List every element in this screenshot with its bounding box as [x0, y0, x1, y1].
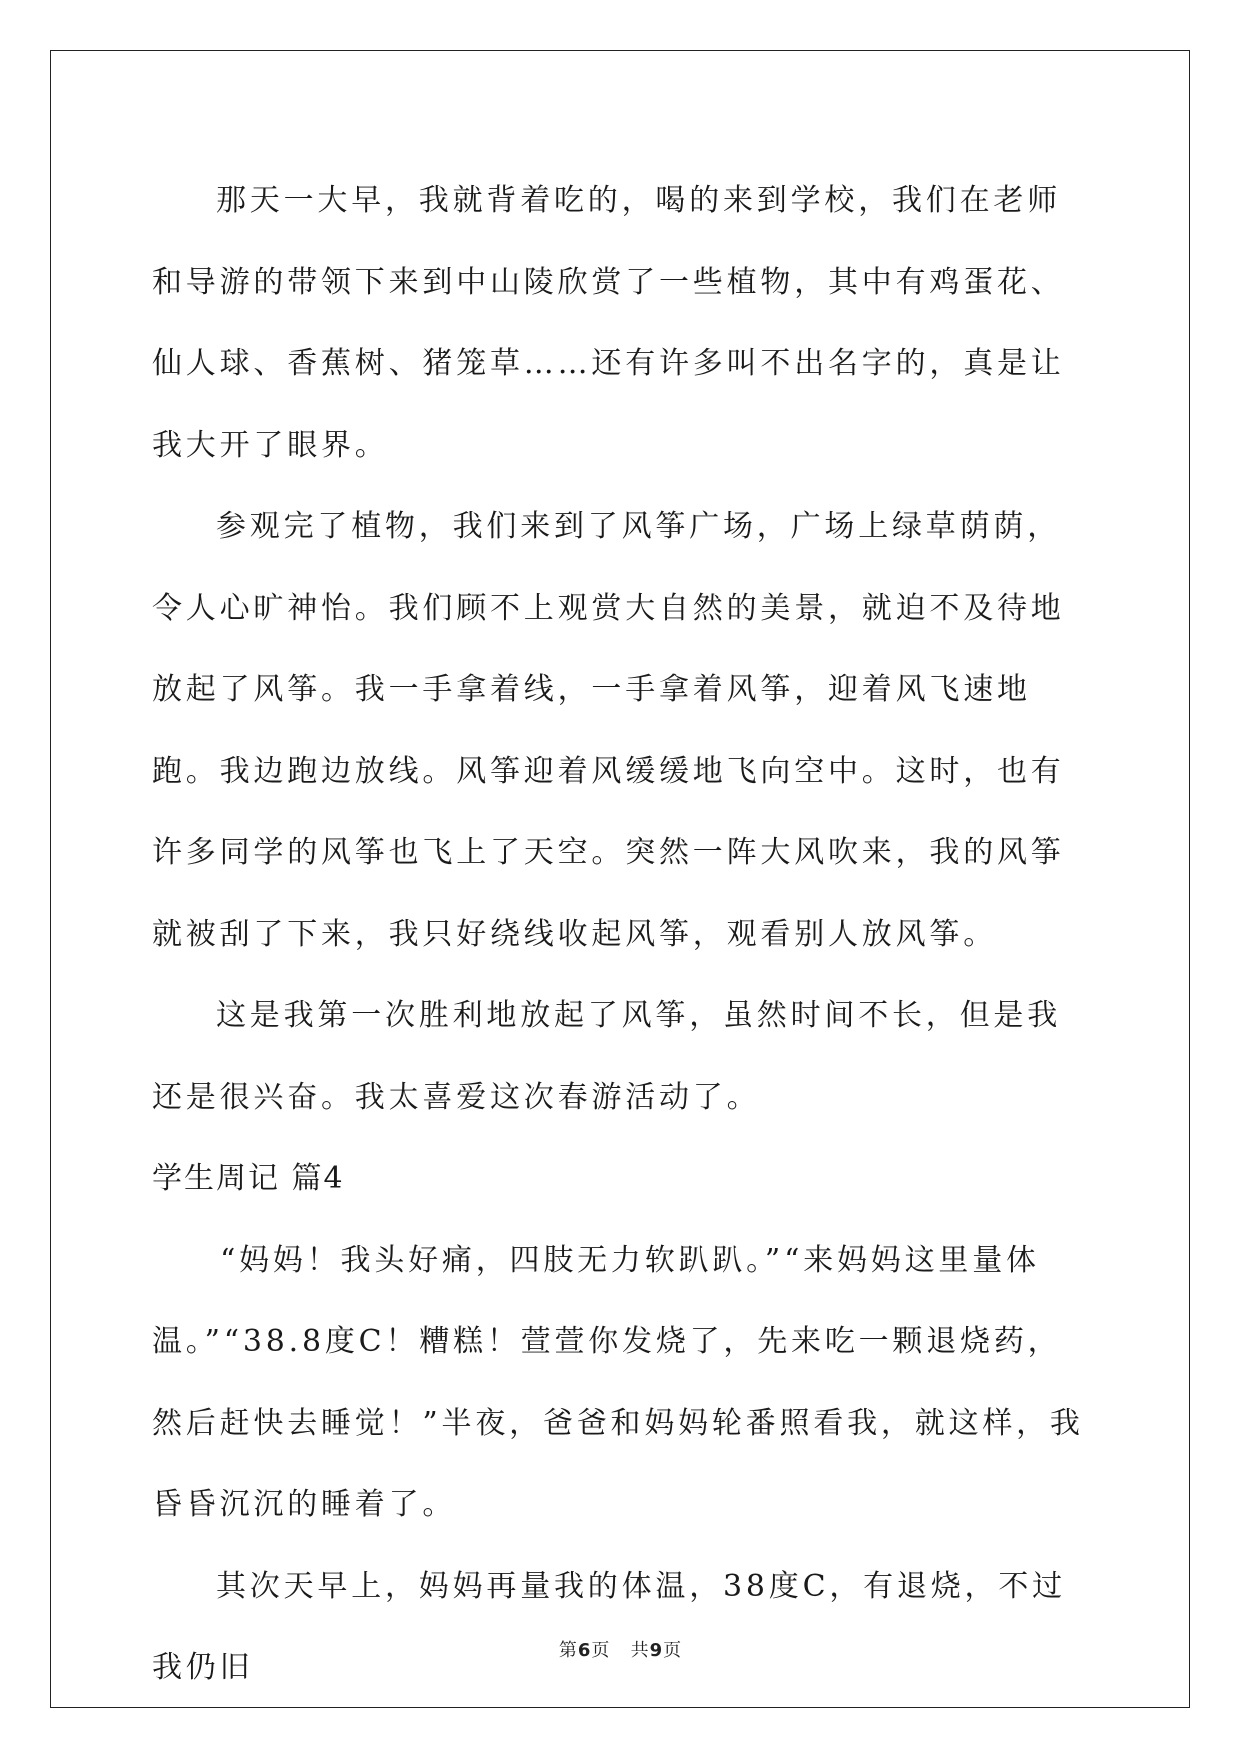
footer-prefix: 第	[558, 1640, 578, 1661]
footer-current-page: 6	[577, 1640, 592, 1661]
footer-total-prefix: 共	[630, 1640, 650, 1661]
paragraph-1: 那天一大早，我就背着吃的，喝的来到学校，我们在老师和导游的带领下来到中山陵欣赏了一些植物，其中有鸡蛋花、仙人球、香蕉树、猪笼草……还有许多叫不出名字的，真是让我大开了眼界。	[152, 183, 1065, 463]
document-body	[152, 160, 1092, 1709]
paragraph-4: “妈妈！我头好痛，四肢无力软趴趴。”“来妈妈这里量体温。”“38.8度C！糟糕！萱萱你发烧了，先来吃一颗退烧药，然后赶快去睡觉！”半夜，爸爸和妈妈轮番照看我，就这样，我昏昏沉沉的睡着了。	[152, 1242, 1084, 1522]
footer-page-word: 页	[591, 1640, 611, 1661]
footer-total-suffix: 页	[663, 1640, 683, 1661]
footer-total-pages: 9	[649, 1640, 664, 1661]
page-footer	[0, 1636, 1241, 1662]
paragraph-5: 其次天早上，妈妈再量我的体温，38度C，有退烧，不过我仍旧	[152, 1568, 1066, 1685]
paragraph-3: 这是我第一次胜利地放起了风筝，虽然时间不长，但是我还是很兴奋。我太喜爱这次春游活动了。	[152, 998, 1061, 1115]
section-heading: 学生周记 篇4	[152, 1161, 345, 1196]
paragraph-2: 参观完了植物，我们来到了风筝广场，广场上绿草荫荫，令人心旷神怡。我们顾不上观赏大自然的美景，就迫不及待地放起了风筝。我一手拿着线，一手拿着风筝，迎着风飞速地跑。我边跑边放线。风筝迎着风缓缓地飞向空中。这时，也有许多同学的风筝也飞上了天空。突然一阵大风吹来，我的风筝就被刮了下来，我只好绕线收起风筝，观看别人放风筝。	[152, 509, 1065, 952]
